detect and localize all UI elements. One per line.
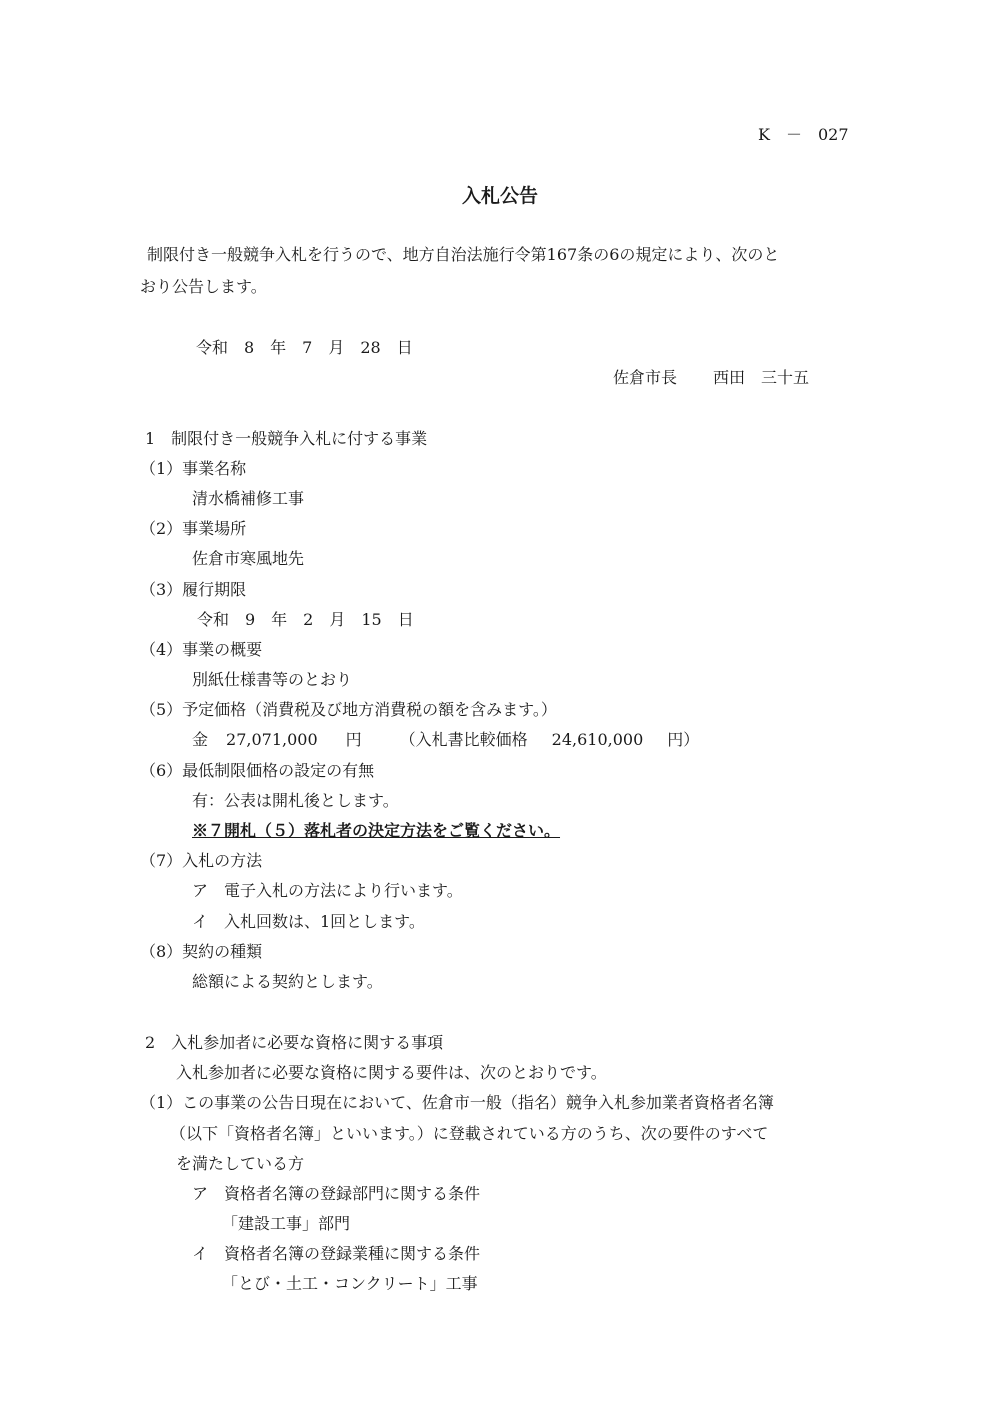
issuer-position: 佐倉市長 <box>613 368 678 387</box>
item-8-value: 総額による契約とします。 <box>192 972 383 991</box>
item-6-note: ※７開札（５）落札者の決定方法をご覧ください。 <box>192 821 561 840</box>
item-7-b: イ 入札回数は、1回とします。 <box>192 912 425 931</box>
item-7-label: （7）入札の方法 <box>140 851 263 870</box>
item-2-label: （2）事業場所 <box>140 519 247 538</box>
item-5-label: （5）予定価格（消費税及び地方消費税の額を含みます。） <box>140 700 557 719</box>
item-1-value: 清水橋補修工事 <box>192 489 305 508</box>
price-prefix: 金 <box>192 730 209 749</box>
item-4-value: 別紙仕様書等のとおり <box>192 670 353 689</box>
compare-amount: 24,610,000 <box>551 730 644 749</box>
issuer <box>613 368 809 388</box>
item-3-label: （3）履行期限 <box>140 580 247 599</box>
intro-line-1: 制限付き一般競争入札を行うので、地方自治法施行令第167条の6の規定により、次のと <box>147 245 780 264</box>
compare-open: （入札書比較価格 <box>399 730 528 749</box>
compare-close: 円） <box>667 730 700 749</box>
issuer-name: 西田 三十五 <box>713 368 810 387</box>
item-7-a: ア 電子入札の方法により行います。 <box>192 881 463 900</box>
notice-date: 令和 8 年 7 月 28 日 <box>196 338 413 357</box>
item-4-label: （4）事業の概要 <box>140 640 263 659</box>
item-1-label: （1）事業名称 <box>140 459 247 478</box>
section-2-item-1-line-2: （以下「資格者名簿」といいます。）に登載されている方のうち、次の要件のすべて <box>170 1124 769 1143</box>
price-line <box>192 730 699 750</box>
condition-a-label: ア 資格者名簿の登録部門に関する条件 <box>192 1184 481 1203</box>
document-number: K － 027 <box>758 125 849 144</box>
section-2-heading: 2 入札参加者に必要な資格に関する事項 <box>145 1033 444 1052</box>
condition-b-label: イ 資格者名簿の登録業種に関する条件 <box>192 1244 481 1263</box>
condition-a-value: 「建設工事」部門 <box>222 1214 351 1233</box>
section-1-heading: 1 制限付き一般競争入札に付する事業 <box>145 429 428 448</box>
section-2-intro: 入札参加者に必要な資格に関する要件は、次のとおりです。 <box>176 1063 607 1082</box>
page-title: 入札公告 <box>461 185 538 207</box>
item-6-value: 有：公表は開札後とします。 <box>192 791 399 810</box>
item-8-label: （8）契約の種類 <box>140 942 263 961</box>
condition-b-value: 「とび・土工・コンクリート」工事 <box>222 1274 478 1293</box>
section-2-item-1-line-1: （1）この事業の公告日現在において、佐倉市一般（指名）競争入札参加業者資格者名簿 <box>140 1093 774 1112</box>
item-6-label: （6）最低制限価格の設定の有無 <box>140 761 375 780</box>
item-2-value: 佐倉市寒風地先 <box>192 549 305 568</box>
item-3-value: 令和 9 年 2 月 15 日 <box>197 610 414 629</box>
price-unit: 円 <box>345 730 362 749</box>
section-2-item-1-line-3: を満たしている方 <box>176 1154 305 1173</box>
price-amount: 27,071,000 <box>226 730 318 749</box>
intro-line-2: おり公告します。 <box>140 277 267 296</box>
